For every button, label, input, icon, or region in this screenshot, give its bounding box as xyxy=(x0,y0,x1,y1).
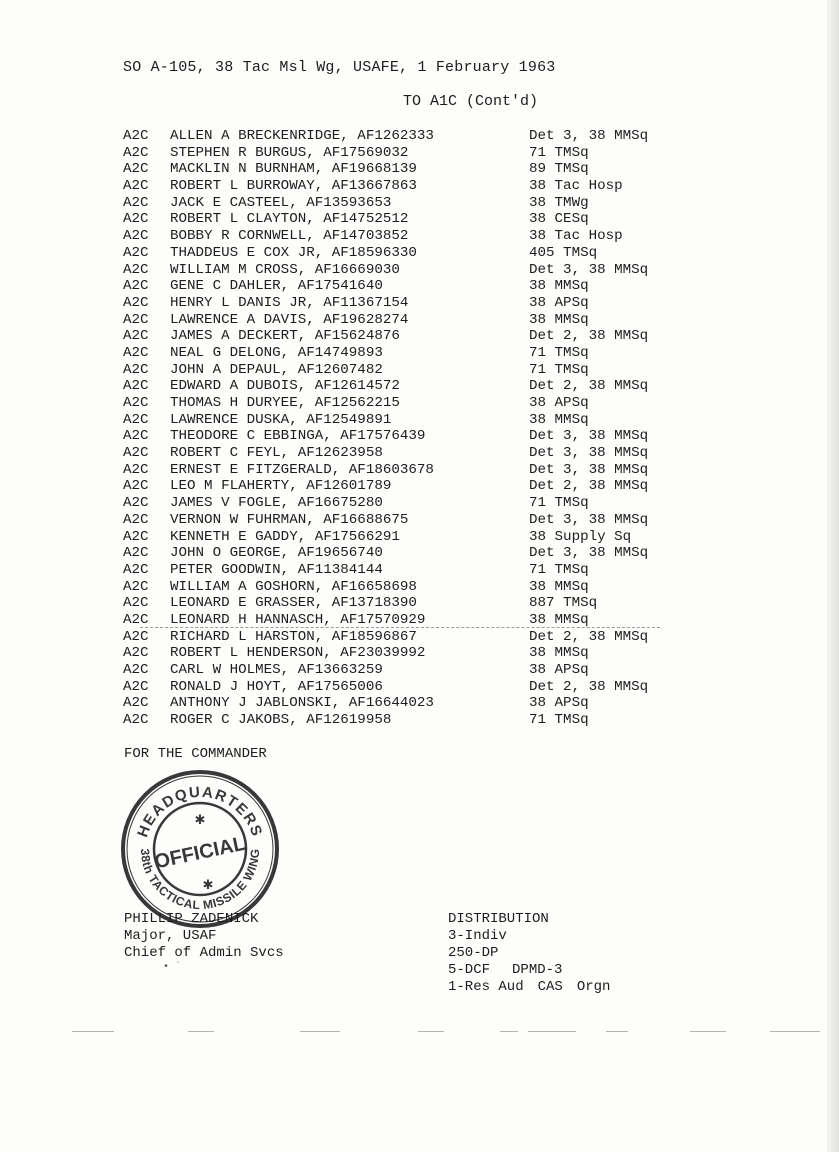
roster-name: KENNETH E GADDY, AF17566291 xyxy=(170,528,400,545)
distribution-cas: CAS xyxy=(537,979,563,995)
roster-row xyxy=(123,262,683,279)
roster-unit: 71 TMSq xyxy=(529,344,589,361)
roster-unit: 38 MMSq xyxy=(529,645,589,662)
roster-name: ANTHONY J JABLONSKI, AF16644023 xyxy=(170,695,434,712)
roster-grade: A2C xyxy=(123,328,149,345)
distribution-line-dcf xyxy=(448,962,610,979)
distribution-line: 250-DP xyxy=(448,945,499,961)
roster-grade: A2C xyxy=(123,461,149,478)
roster-name: THOMAS H DURYEE, AF12562215 xyxy=(170,395,400,411)
seal-star-bottom: ✱ xyxy=(202,878,214,893)
roster-unit: Det 2, 38 MMSq xyxy=(529,478,649,495)
roster-unit: Det 3, 38 MMSq xyxy=(529,428,649,445)
roster-unit: Det 3, 38 MMSq xyxy=(529,511,649,528)
roster-name: WILLIAM M CROSS, AF16669030 xyxy=(170,261,400,278)
page-edge-shadow xyxy=(827,0,839,1152)
roster-name: VERNON W FUHRMAN, AF16688675 xyxy=(170,511,409,528)
distribution-dcf: 5-DCF xyxy=(448,962,491,978)
signer-title: Chief of Admin Svcs xyxy=(124,945,284,961)
roster-grade: A2C xyxy=(123,395,149,411)
roster-name: JOHN A DEPAUL, AF12607482 xyxy=(170,361,383,378)
roster-grade: A2C xyxy=(123,628,149,645)
roster-row xyxy=(123,462,683,479)
roster-unit: Det 3, 38 MMSq xyxy=(529,128,649,144)
roster-grade: A2C xyxy=(123,678,149,695)
roster-grade: A2C xyxy=(123,428,149,445)
roster-grade: A2C xyxy=(123,244,149,261)
roster-row xyxy=(123,562,683,579)
roster-row xyxy=(123,645,683,662)
roster-grade: A2C xyxy=(123,294,149,311)
roster-row xyxy=(123,529,683,546)
roster-name: LEONARD E GRASSER, AF13718390 xyxy=(170,595,417,612)
roster-grade: A2C xyxy=(123,712,149,729)
roster-name: LAWRENCE DUSKA, AF12549891 xyxy=(170,411,392,428)
roster-grade: A2C xyxy=(123,344,149,361)
distribution-dpmd: DPMD-3 xyxy=(512,962,563,978)
distribution-heading: DISTRIBUTION xyxy=(448,911,549,927)
roster-grade: A2C xyxy=(123,261,149,278)
roster-unit: Det 3, 38 MMSq xyxy=(529,261,649,278)
roster-row xyxy=(123,662,683,679)
roster-name: LEO M FLAHERTY, AF12601789 xyxy=(170,478,392,495)
roster-row xyxy=(123,579,683,596)
roster-unit: 71 TMSq xyxy=(529,144,589,161)
roster-grade: A2C xyxy=(123,194,149,211)
roster-row xyxy=(123,278,683,295)
roster-row xyxy=(123,512,683,529)
roster-name: ERNEST E FITZGERALD, AF18603678 xyxy=(170,461,434,478)
roster-grade: A2C xyxy=(123,228,149,245)
for-the-commander-caption: FOR THE COMMANDER xyxy=(124,746,267,762)
special-order-heading: SO A-105, 38 Tac Msl Wg, USAFE, 1 February 1963 xyxy=(123,59,556,76)
roster-unit: 71 TMSq xyxy=(529,495,589,512)
footer-scan-marks xyxy=(0,1031,839,1035)
roster-row xyxy=(123,228,683,245)
roster-unit: Det 2, 38 MMSq xyxy=(529,628,649,645)
roster-row xyxy=(123,679,683,696)
signer-rank: Major, USAF xyxy=(124,928,217,944)
seal-official-text: OFFICIAL xyxy=(152,832,248,874)
roster-grade: A2C xyxy=(123,478,149,495)
roster-grade: A2C xyxy=(123,378,149,395)
roster-row xyxy=(123,445,683,462)
roster-row xyxy=(123,629,683,646)
roster-grade: A2C xyxy=(123,445,149,462)
roster-name: ALLEN A BRECKENRIDGE, AF1262333 xyxy=(170,128,434,144)
roster-name: JAMES A DECKERT, AF15624876 xyxy=(170,328,400,345)
roster-grade: A2C xyxy=(123,311,149,328)
stray-ink-mark: • ˙ xyxy=(163,962,182,973)
roster-row xyxy=(123,345,683,362)
roster-grade: A2C xyxy=(123,161,149,178)
roster-grade: A2C xyxy=(123,611,149,628)
roster-name: STEPHEN R BURGUS, AF17569032 xyxy=(170,144,409,161)
official-seal-stamp xyxy=(119,768,281,930)
roster-unit: 71 TMSq xyxy=(529,712,589,729)
roster-grade: A2C xyxy=(123,278,149,295)
roster-unit: Det 2, 38 MMSq xyxy=(529,328,649,345)
roster-unit: 38 Supply Sq xyxy=(529,528,632,545)
roster-unit: 38 Tac Hosp xyxy=(529,178,623,195)
distribution-block xyxy=(448,911,610,996)
roster-row xyxy=(123,495,683,512)
roster-unit: 38 APSq xyxy=(529,662,589,678)
roster-row xyxy=(123,695,683,712)
roster-row xyxy=(123,178,683,195)
roster-row xyxy=(123,328,683,345)
roster-name: LAWRENCE A DAVIS, AF19628274 xyxy=(170,311,409,328)
roster-unit: 89 TMSq xyxy=(529,161,589,178)
roster-unit: 71 TMSq xyxy=(529,361,589,378)
roster-name: GENE C DAHLER, AF17541640 xyxy=(170,278,383,295)
roster-name: EDWARD A DUBOIS, AF12614572 xyxy=(170,378,400,395)
roster-unit: Det 3, 38 MMSq xyxy=(529,445,649,462)
fold-line xyxy=(140,627,660,628)
roster-name: RONALD J HOYT, AF17565006 xyxy=(170,678,383,695)
roster-row xyxy=(123,145,683,162)
seal-top-text: HEADQUARTERS xyxy=(134,783,266,840)
roster-name: ROBERT L CLAYTON, AF14752512 xyxy=(170,211,409,228)
roster-name: THADDEUS E COX JR, AF18596330 xyxy=(170,244,417,261)
signer-name: PHILLIP ZADENICK xyxy=(124,911,259,927)
roster-unit: Det 2, 38 MMSq xyxy=(529,378,649,395)
roster-grade: A2C xyxy=(123,662,149,678)
roster-grade: A2C xyxy=(123,645,149,662)
roster-row xyxy=(123,245,683,262)
roster-row xyxy=(123,478,683,495)
roster-name: JAMES V FOGLE, AF16675280 xyxy=(170,495,383,512)
distribution-line-res-aud xyxy=(448,979,610,996)
distribution-res-aud: 1-Res Aud xyxy=(448,979,524,995)
roster-name: HENRY L DANIS JR, AF11367154 xyxy=(170,294,409,311)
roster-row xyxy=(123,428,683,445)
roster-unit: 38 MMSq xyxy=(529,278,589,295)
roster-row xyxy=(123,295,683,312)
roster-name: ROBERT C FEYL, AF12623958 xyxy=(170,445,383,462)
roster-name: JACK E CASTEEL, AF13593653 xyxy=(170,194,392,211)
roster-grade: A2C xyxy=(123,511,149,528)
roster-name: LEONARD H HANNASCH, AF17570929 xyxy=(170,611,426,628)
roster-unit: 38 CESq xyxy=(529,211,589,228)
roster-name: ROBERT L HENDERSON, AF23039992 xyxy=(170,645,426,662)
roster-name: NEAL G DELONG, AF14749893 xyxy=(170,344,383,361)
roster-name: PETER GOODWIN, AF11384144 xyxy=(170,561,383,578)
roster-grade: A2C xyxy=(123,178,149,195)
roster-unit: 38 TMWg xyxy=(529,194,589,211)
roster-grade: A2C xyxy=(123,545,149,562)
roster-grade: A2C xyxy=(123,578,149,595)
roster-name: JOHN O GEORGE, AF19656740 xyxy=(170,545,383,562)
roster-grade: A2C xyxy=(123,695,149,712)
roster-row xyxy=(123,161,683,178)
roster-grade: A2C xyxy=(123,561,149,578)
distribution-orgn: Orgn xyxy=(576,979,611,995)
roster-grade: A2C xyxy=(123,495,149,512)
distribution-line: 3-Indiv xyxy=(448,928,507,944)
roster-grade: A2C xyxy=(123,128,149,144)
roster-name: RICHARD L HARSTON, AF18596867 xyxy=(170,628,417,645)
roster-unit: 38 APSq xyxy=(529,695,589,712)
seal-bottom-text: 38th TACTICAL MISSILE WING xyxy=(137,848,263,913)
roster-row xyxy=(123,378,683,395)
roster-grade: A2C xyxy=(123,211,149,228)
roster-unit: Det 2, 38 MMSq xyxy=(529,678,649,695)
signature-block xyxy=(124,911,284,962)
roster-name: MACKLIN N BURNHAM, AF19668139 xyxy=(170,161,417,178)
roster-name: ROGER C JAKOBS, AF12619958 xyxy=(170,712,392,729)
roster-name: THEODORE C EBBINGA, AF17576439 xyxy=(170,428,426,445)
roster-name: ROBERT L BURROWAY, AF13667863 xyxy=(170,178,417,195)
roster-grade: A2C xyxy=(123,528,149,545)
roster-unit: 71 TMSq xyxy=(529,561,589,578)
roster-row xyxy=(123,128,683,145)
roster-row xyxy=(123,195,683,212)
roster-unit: 38 MMSq xyxy=(529,311,589,328)
roster-grade: A2C xyxy=(123,595,149,612)
roster-unit: Det 3, 38 MMSq xyxy=(529,545,649,562)
roster-row xyxy=(123,312,683,329)
roster-row xyxy=(123,395,683,412)
roster-unit: 38 MMSq xyxy=(529,578,589,595)
roster-grade: A2C xyxy=(123,361,149,378)
roster-row xyxy=(123,412,683,429)
roster-row xyxy=(123,545,683,562)
roster-name: WILLIAM A GOSHORN, AF16658698 xyxy=(170,578,417,595)
seal-star-top: ✱ xyxy=(194,813,206,828)
roster-unit: 38 APSq xyxy=(529,395,589,411)
roster-unit: 38 APSq xyxy=(529,294,589,311)
roster-row xyxy=(123,211,683,228)
roster-unit: Det 3, 38 MMSq xyxy=(529,461,649,478)
roster-grade: A2C xyxy=(123,411,149,428)
roster-grade: A2C xyxy=(123,144,149,161)
roster-row xyxy=(123,595,683,612)
roster-row xyxy=(123,362,683,379)
roster-unit: 38 MMSq xyxy=(529,411,589,428)
roster-unit: 38 Tac Hosp xyxy=(529,228,623,245)
section-subheading: TO A1C (Cont'd) xyxy=(403,93,539,110)
roster-name: CARL W HOLMES, AF13663259 xyxy=(170,662,383,678)
roster-name: BOBBY R CORNWELL, AF14703852 xyxy=(170,228,409,245)
personnel-roster xyxy=(123,128,683,729)
roster-row xyxy=(123,712,683,729)
roster-unit: 405 TMSq xyxy=(529,244,598,261)
roster-unit: 38 MMSq xyxy=(529,611,589,628)
roster-unit: 887 TMSq xyxy=(529,595,598,612)
